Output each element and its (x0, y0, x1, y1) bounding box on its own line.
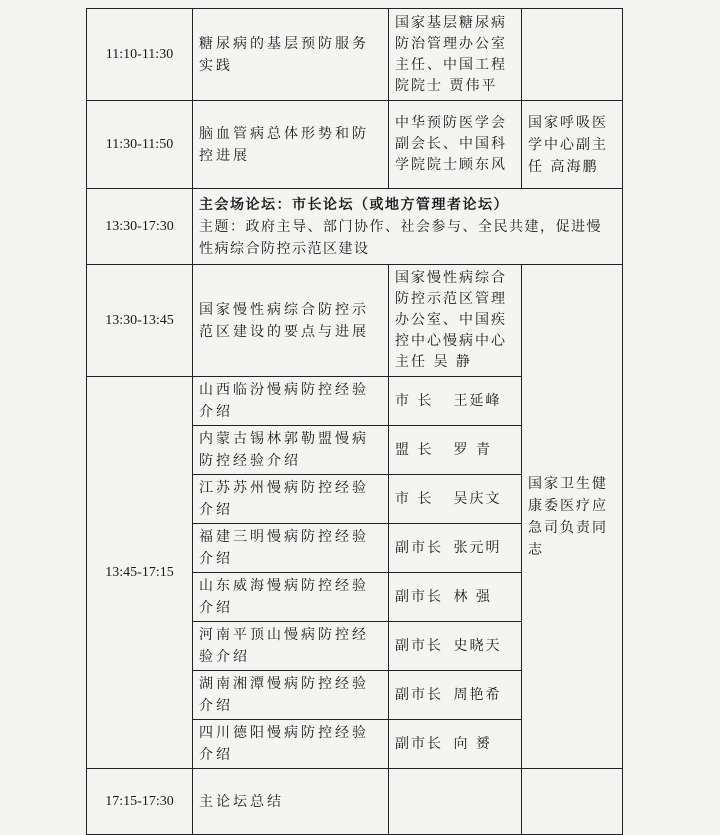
forum-title: 主会场论坛：市长论坛（或地方管理者论坛） (199, 196, 509, 213)
speaker-cell (389, 720, 522, 769)
topic-cell: 江苏苏州慢病防控经验介绍 (193, 475, 389, 524)
speaker-cell: 中华预防医学会副会长、中国科学院院士顾东风 (389, 101, 522, 189)
speaker-cell (389, 524, 522, 573)
speaker-cell: 国家基层糖尿病防治管理办公室主任、中国工程院院士 贾伟平 (389, 9, 522, 101)
table-row (87, 265, 623, 377)
topic-cell: 四川德阳慢病防控经验介绍 (193, 720, 389, 769)
speaker-role: 副市长 (395, 735, 443, 752)
speaker-role: 市 长 (395, 490, 434, 507)
speaker-cell (389, 475, 522, 524)
topic-cell: 内蒙古锡林郭勒盟慢病防控经验介绍 (193, 426, 389, 475)
speaker-cell (389, 769, 522, 835)
speaker-name: 周艳希 (453, 686, 502, 703)
speaker-name: 王延峰 (453, 392, 502, 409)
speaker-name: 林 强 (453, 588, 492, 605)
table-row (87, 101, 623, 189)
speaker-name: 史晓天 (453, 637, 502, 654)
chair-cell (522, 9, 623, 101)
topic-cell: 湖南湘潭慢病防控经验介绍 (193, 671, 389, 720)
speaker-name: 罗 青 (453, 441, 492, 458)
speaker-name: 张元明 (453, 539, 502, 556)
speaker-name: 吴庆文 (453, 490, 502, 507)
agenda-table (86, 8, 623, 835)
time-cell: 13:45-17:15 (87, 377, 193, 769)
speaker-name: 向 赟 (453, 735, 492, 752)
topic-cell: 主论坛总结 (193, 769, 389, 835)
topic-cell: 山东威海慢病防控经验介绍 (193, 573, 389, 622)
speaker-cell (389, 377, 522, 426)
forum-header-cell (193, 189, 623, 265)
speaker-cell (389, 622, 522, 671)
table-row (87, 769, 623, 835)
topic-cell: 脑血管病总体形势和防控进展 (193, 101, 389, 189)
table-row (87, 189, 623, 265)
speaker-role: 盟 长 (395, 441, 434, 458)
time-cell: 13:30-13:45 (87, 265, 193, 377)
speaker-role: 副市长 (395, 637, 443, 654)
forum-subtitle: 主题：政府主导、部门协作、社会参与、全民共建，促进慢性病综合防控示范区建设 (199, 218, 602, 257)
topic-cell: 国家慢性病综合防控示范区建设的要点与进展 (193, 265, 389, 377)
chair-cell: 国家卫生健康委医疗应急司负责同志 (522, 265, 623, 769)
speaker-cell (389, 573, 522, 622)
speaker-cell (389, 671, 522, 720)
time-cell: 11:30-11:50 (87, 101, 193, 189)
table-row (87, 9, 623, 101)
speaker-role: 副市长 (395, 686, 443, 703)
topic-cell: 福建三明慢病防控经验介绍 (193, 524, 389, 573)
speaker-role: 副市长 (395, 539, 443, 556)
topic-cell: 山西临汾慢病防控经验介绍 (193, 377, 389, 426)
topic-cell: 河南平顶山慢病防控经验介绍 (193, 622, 389, 671)
speaker-cell: 国家慢性病综合防控示范区管理办公室、中国疾控中心慢病中心主任 吴 静 (389, 265, 522, 377)
chair-cell: 国家呼吸医学中心副主任 高海鹏 (522, 101, 623, 189)
topic-cell: 糖尿病的基层预防服务实践 (193, 9, 389, 101)
speaker-role: 市 长 (395, 392, 434, 409)
time-cell: 13:30-17:30 (87, 189, 193, 265)
speaker-role: 副市长 (395, 588, 443, 605)
chair-cell (522, 769, 623, 835)
time-cell: 11:10-11:30 (87, 9, 193, 101)
speaker-cell (389, 426, 522, 475)
time-cell: 17:15-17:30 (87, 769, 193, 835)
